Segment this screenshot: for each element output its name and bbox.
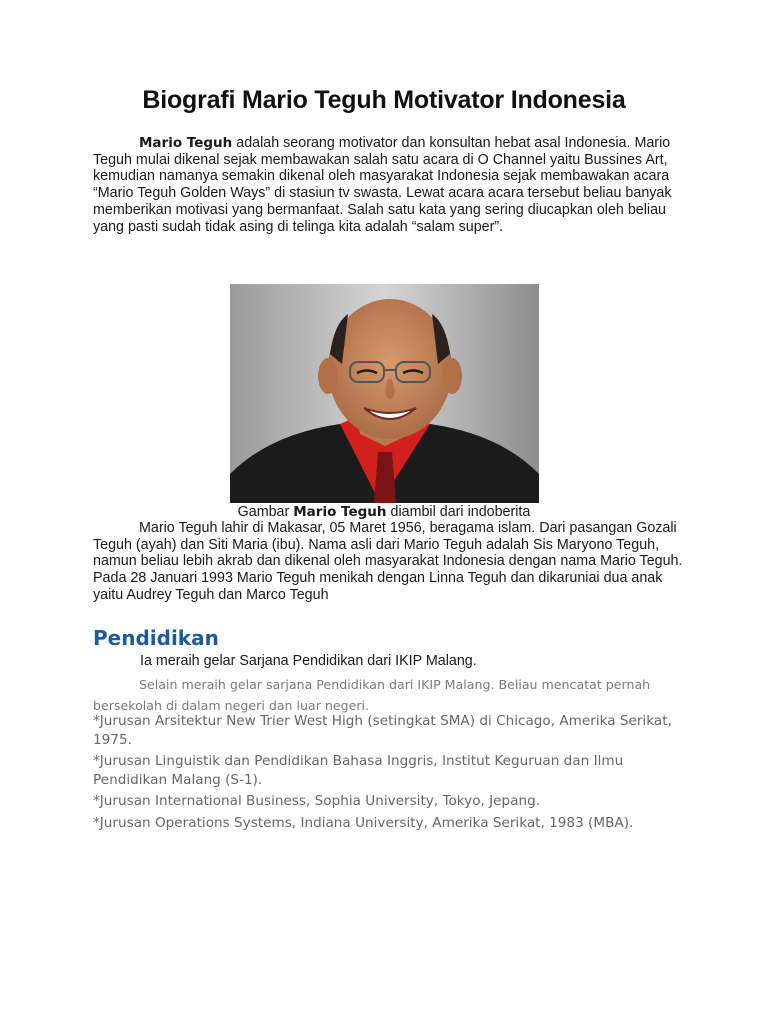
education-heading: Pendidikan: [93, 626, 219, 650]
caption-suffix: diambil dari indoberita: [386, 504, 531, 520]
biography-paragraph: [93, 520, 683, 604]
portrait-illustration: [230, 284, 539, 503]
page-title: Biografi Mario Teguh Motivator Indonesia: [142, 86, 626, 114]
education-extra-text: Selain meraih gelar sarjana Pendidikan dari IKIP Malang. Beliau mencatat pernah bersekolah di dalam negeri dan luar negeri.: [93, 677, 651, 713]
list-item: *Jurusan Operations Systems, Indiana University, Amerika Serikat, 1983 (MBA).: [93, 814, 634, 831]
intro-paragraph: [93, 135, 683, 235]
education-extra-paragraph: [93, 674, 683, 716]
education-degree-line: Ia meraih gelar Sarjana Pendidikan dari IKIP Malang.: [140, 653, 477, 669]
intro-text: adalah seorang motivator dan konsultan hebat asal Indonesia. Mario Teguh mulai dikenal sejak membawakan salah satu acara di O Channel yaitu Bussines Art, kemudian namanya semakin dikenal oleh masyarakat Indonesia sejak membawakan acara “Mario Teguh Golden Ways” di stasiun tv swasta. Lewat acara acara tersebut beliau banyak memberikan motivasi yang bermanfaat. Salah satu kata yang sering diucapkan oleh beliau yang pasti sudah tidak asing di telinga kita adalah “salam super”.: [93, 135, 672, 235]
portrait-photo: [230, 284, 539, 503]
left-ear: [318, 358, 338, 394]
intro-name: Mario Teguh: [139, 135, 233, 151]
biography-text: Mario Teguh lahir di Makasar, 05 Maret 1956, beragama islam. Dari pasangan Gozali Teguh (ayah) dan Siti Maria (ibu). Nama asli dari Mario Teguh adalah Sis Maryono Teguh, namun beliau lebih akrab dan dikenal oleh masyarakat Indonesia dengan nama Mario Teguh. Pada 28 Januari 1993 Mario Teguh menikah dengan Linna Teguh dan dikaruniai dua anak yaitu Audrey Teguh dan Marco Teguh: [93, 520, 683, 603]
photo-caption: [0, 504, 768, 520]
caption-prefix: Gambar: [237, 504, 294, 520]
list-item: *Jurusan Arsitektur New Trier West High (setingkat SMA) di Chicago, Amerika Serikat, 1975.: [93, 713, 672, 748]
caption-name: Mario Teguh: [293, 504, 387, 520]
list-item: *Jurusan Linguistik dan Pendidikan Bahasa Inggris, Institut Keguruan dan Ilmu Pendidikan Malang (S-1).: [93, 753, 624, 788]
right-ear: [442, 358, 462, 394]
list-item: *Jurusan International Business, Sophia University, Tokyo, Jepang.: [93, 793, 541, 809]
education-list: [93, 712, 673, 835]
